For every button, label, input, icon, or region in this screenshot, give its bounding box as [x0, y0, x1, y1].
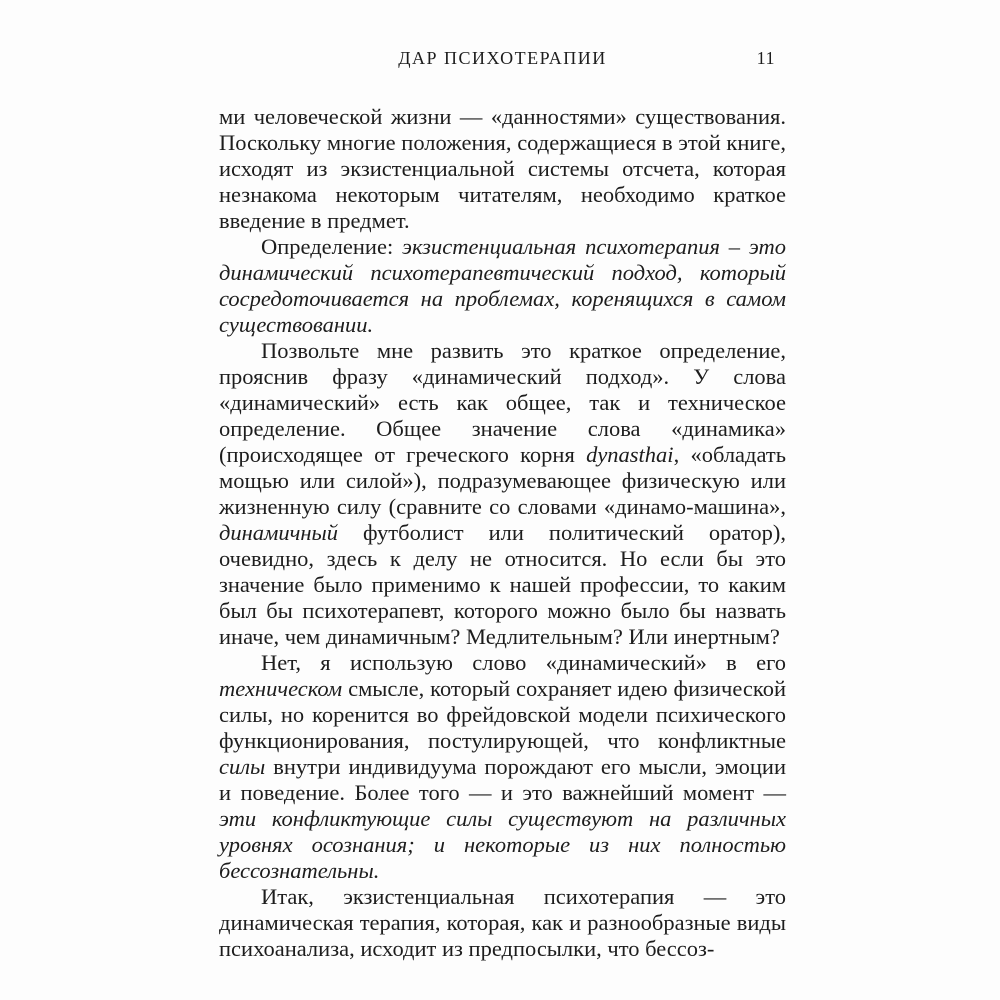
text-run: Позвольте мне развить это краткое определение, прояснив фразу «динамический подход». У слова «динамический» есть как общее, так и техническое определение. Общее значение слова «динамика» (происходящее от греческого корня [219, 338, 786, 467]
text-run: смысле, который сохраняет идею физической силы, но коренится во фрейдовской модели психического функционирования, постулирующей, что конфликтные [219, 676, 786, 753]
text-run: Нет, я использую слово «динамический» в его [261, 650, 786, 675]
text-run: внутри индивидуума порождают его мысли, эмоции и поведение. Более того — и это важнейший момент — [219, 754, 786, 805]
running-header [219, 48, 786, 69]
text-run: Итак, экзистенциальная психотерапия — это динамическая терапия, которая, как и разнообразные виды психоанализа, исходит из предпосылки, что бессоз- [219, 884, 786, 961]
paragraph [219, 338, 786, 650]
text-run: футболист или политический оратор), очевидно, здесь к делу не относится. Но если бы это значение было применимо к нашей профессии, то каким был бы психотерапевт, которого можно было бы назвать иначе, чем динамичным? Медлительным? Или инертным? [219, 520, 786, 649]
paragraph [219, 234, 786, 338]
paragraph [219, 650, 786, 884]
italic-run: динамичный [219, 520, 339, 545]
paragraph [219, 104, 786, 234]
text-run: Определение: [261, 234, 403, 259]
italic-run: техническом [219, 676, 343, 701]
text-run: ми человеческой жизни — «данностями» существования. Поскольку многие положения, содержащиеся в этой книге, исходят из экзистенциальной системы отсчета, которая незнакома некоторым читателям, необходимо краткое введение в предмет. [219, 104, 786, 233]
paragraph [219, 884, 786, 962]
text-run: , «обладать мощью или силой»), подразумевающее физическую или жизненную силу (сравните со словами «динамо-машина», [219, 442, 786, 519]
italic-run: силы [219, 754, 266, 779]
italic-run: эти конфликтующие силы существуют на различных уровнях осознания; и некоторые из них полностью бессознательны. [219, 806, 786, 883]
text-block [219, 104, 786, 962]
running-header-title: ДАР ПСИХОТЕРАПИИ [398, 48, 607, 68]
page-number: 11 [756, 48, 775, 68]
italic-run: экзистенциальная психотерапия – это динамический психотерапевтический подход, который сосредоточивается на проблемах, коренящихся в самом существовании. [219, 234, 786, 337]
italic-run: dynasthai [586, 442, 674, 467]
